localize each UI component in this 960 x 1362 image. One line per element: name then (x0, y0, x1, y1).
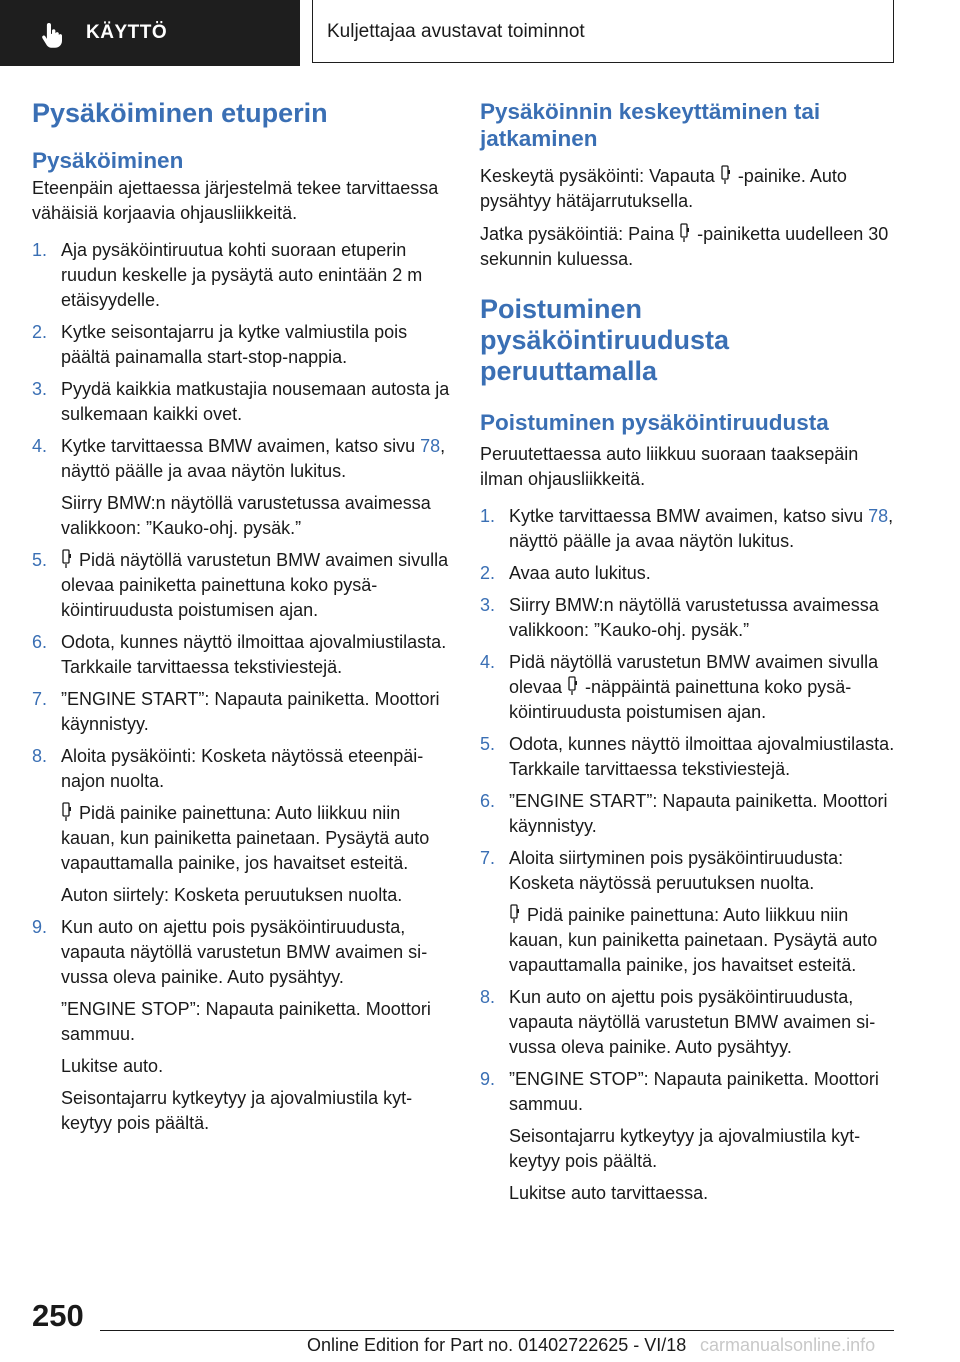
step-text: ”ENGINE START”: Napauta painiketta. Moottori käynnistyy. (61, 689, 440, 734)
step-number: 9. (32, 917, 48, 937)
list-item (32, 548, 450, 623)
step-note-text: Pidä painike painettuna: Auto liikkuu niin kauan, kun painiketta painetaan. Pysäytä auto vapauttamalla painike, jos havaitset esteitä. (509, 905, 878, 975)
step-note: Seisontajarru kytkeytyy ja ajovalmiustila kytkeytyy pois päältä. (61, 1088, 413, 1133)
step-note: Lukitse auto. (61, 1056, 164, 1076)
paragraph-text: -painike. Auto pysähtyy hätäjarrutuksella. (480, 166, 847, 211)
step-number: 7. (480, 848, 496, 868)
step-text: -näppäintä painettuna koko pysäköintiruudusta poistumisen ajan. (509, 677, 852, 722)
step-text: Pyydä kaikkia matkustajia nousemaan autosta ja sulkemaan kaikki ovet. (61, 379, 450, 424)
steps-list-right (480, 504, 898, 1206)
step-number: 5. (32, 550, 48, 570)
step-text: Pidä näytöllä varustetun BMW avaimen sivulla olevaa (509, 652, 879, 697)
list-item (32, 630, 450, 680)
watermark: carmanualsonline.info (700, 1335, 876, 1355)
list-item (480, 650, 898, 725)
resume-paragraph (480, 222, 898, 272)
intro-paragraph: Peruutettaessa auto liikkuu suoraan taaksepäin ilman ohjausliikkeitä. (480, 444, 859, 489)
page-reference-link[interactable]: 78 (420, 436, 441, 456)
step-text: Aloita siirtyminen pois pysäköintiruudusta: Kosketa näytössä peruutuksen nuolta. (509, 848, 844, 893)
step-number: 8. (480, 987, 496, 1007)
list-item (32, 434, 450, 541)
step-number: 1. (480, 506, 496, 526)
list-item (480, 561, 898, 586)
pause-paragraph (480, 164, 898, 214)
intro-paragraph: Eteenpäin ajettaessa järjestelmä tekee tarvittaessa vähäisiä korjaavia ohjausliikkeitä. (32, 178, 439, 223)
list-item (480, 846, 898, 978)
subheading-pause-resume: Pysäköinnin keskeyttäminen tai jatkaminen (480, 99, 821, 151)
step-text: Kytke tarvittaessa BMW avaimen, katso sivu (61, 436, 421, 456)
step-number: 4. (32, 436, 48, 456)
step-text: Kytke seisontajarru ja kytke valmiustila pois päältä painamalla start-stop-nappia. (61, 322, 408, 367)
step-note: Lukitse auto tarvittaessa. (509, 1183, 709, 1203)
step-note: Seisontajarru kytkeytyy ja ajovalmiustila kytkeytyy pois päältä. (509, 1126, 861, 1171)
step-note-text: Pidä painike painettuna: Auto liikkuu niin kauan, kun painiketta painetaan. Pysäytä auto vapauttamalla painike, jos havaitset esteitä. (61, 803, 430, 873)
list-item (32, 744, 450, 908)
page-header (0, 0, 960, 66)
key-side-button-icon (567, 676, 579, 696)
right-column (480, 98, 898, 1206)
step-number: 7. (32, 689, 48, 709)
list-item (32, 687, 450, 737)
step-text: ”ENGINE START”: Napauta painiketta. Moottori käynnistyy. (509, 791, 888, 836)
step-text: Odota, kunnes näyttö ilmoittaa ajovalmiustilasta. Tarkkaile tarvittaessa tekstiviestejä. (509, 734, 895, 779)
list-item (480, 504, 898, 554)
step-text: Aja pysäköintiruutua kohti suoraan etuperin ruudun keskelle ja pysäytä auto enintään 2 m etäisyydelle. (61, 240, 423, 310)
paragraph-text: -painiketta uudelleen 30 sekunnin kuluessa. (480, 224, 889, 269)
step-note (61, 801, 450, 876)
step-text: , näyttö päälle ja avaa näytön lukitus. (61, 436, 446, 481)
step-text: Kun auto on ajettu pois pysäköintiruudusta, vapauta näytöllä varustetun BMW avaimen sivussa oleva painike. Auto pysähtyy. (509, 987, 876, 1057)
key-side-button-icon (720, 165, 732, 185)
list-item (32, 377, 450, 427)
step-number: 6. (480, 791, 496, 811)
section-tab-label: KÄYTTÖ (86, 22, 168, 43)
section-tab (0, 0, 300, 66)
page-reference-link[interactable]: 78 (868, 506, 889, 526)
list-item (480, 1067, 898, 1206)
chapter-header (312, 0, 894, 63)
edition-text: Online Edition for Part no. 01402722625 - VI/18 (307, 1335, 687, 1355)
list-item (480, 732, 898, 782)
key-side-button-icon (61, 549, 73, 569)
key-side-button-icon (679, 223, 691, 243)
list-item (32, 320, 450, 370)
step-text: Avaa auto lukitus. (509, 563, 651, 583)
steps-list-left (32, 238, 450, 1136)
step-number: 8. (32, 746, 48, 766)
list-item (32, 238, 450, 313)
left-column (32, 98, 450, 1136)
step-number: 3. (480, 595, 496, 615)
key-side-button-icon (61, 802, 73, 822)
step-note: ”ENGINE STOP”: Napauta painiketta. Moottori sammuu. (61, 999, 431, 1044)
step-number: 9. (480, 1069, 496, 1089)
step-note: Siirry BMW:n näytöllä varustetussa avaimessa valikkoon: ”Kauko-ohj. pysäk.” (61, 493, 431, 538)
step-text: ”ENGINE STOP”: Napauta painiketta. Moottori sammuu. (509, 1069, 879, 1114)
list-item (480, 985, 898, 1060)
section-heading-exit-reversing: Poistuminen pysäköintiruudusta peruuttamalla (480, 294, 730, 386)
paragraph-text: Jatka pysäköintiä: Paina (480, 224, 680, 244)
hand-pointer-icon (38, 20, 68, 50)
subheading-parking: Pysäköiminen (32, 148, 184, 173)
step-text: Aloita pysäköinti: Kosketa näytössä eteenpäinajon nuolta. (61, 746, 424, 791)
list-item (32, 915, 450, 1136)
step-number: 3. (32, 379, 48, 399)
step-text: Pidä näytöllä varustetun BMW avaimen sivulla olevaa painiketta painettuna koko pysäköintiruudusta poistumisen ajan. (61, 550, 449, 620)
step-number: 2. (480, 563, 496, 583)
footer-divider (100, 1330, 894, 1331)
paragraph-text: Keskeytä pysäköinti: Vapauta (480, 166, 720, 186)
step-text: Kun auto on ajettu pois pysäköintiruudusta, vapauta näytöllä varustetun BMW avaimen sivussa oleva painike. Auto pysähtyy. (61, 917, 428, 987)
key-side-button-icon (509, 904, 521, 924)
step-number: 5. (480, 734, 496, 754)
step-text: Siirry BMW:n näytöllä varustetussa avaimessa valikkoon: ”Kauko-ohj. pysäk.” (509, 595, 879, 640)
step-note: Auton siirtely: Kosketa peruutuksen nuolta. (61, 885, 403, 905)
step-text: , näyttö päälle ja avaa näytön lukitus. (509, 506, 894, 551)
page-number: 250 (32, 1298, 84, 1333)
step-number: 2. (32, 322, 48, 342)
step-number: 6. (32, 632, 48, 652)
subheading-exit: Poistuminen pysäköintiruudusta (480, 410, 829, 435)
chapter-title: Kuljettajaa avustavat toiminnot (327, 21, 585, 42)
step-text: Kytke tarvittaessa BMW avaimen, katso sivu (509, 506, 869, 526)
step-number: 1. (32, 240, 48, 260)
step-text: Odota, kunnes näyttö ilmoittaa ajovalmiustilasta. Tarkkaile tarvittaessa tekstiviestejä. (61, 632, 447, 677)
step-note (509, 903, 898, 978)
list-item (480, 593, 898, 643)
list-item (480, 789, 898, 839)
step-number: 4. (480, 652, 496, 672)
section-heading-parking-forward: Pysäköiminen etuperin (32, 98, 328, 128)
